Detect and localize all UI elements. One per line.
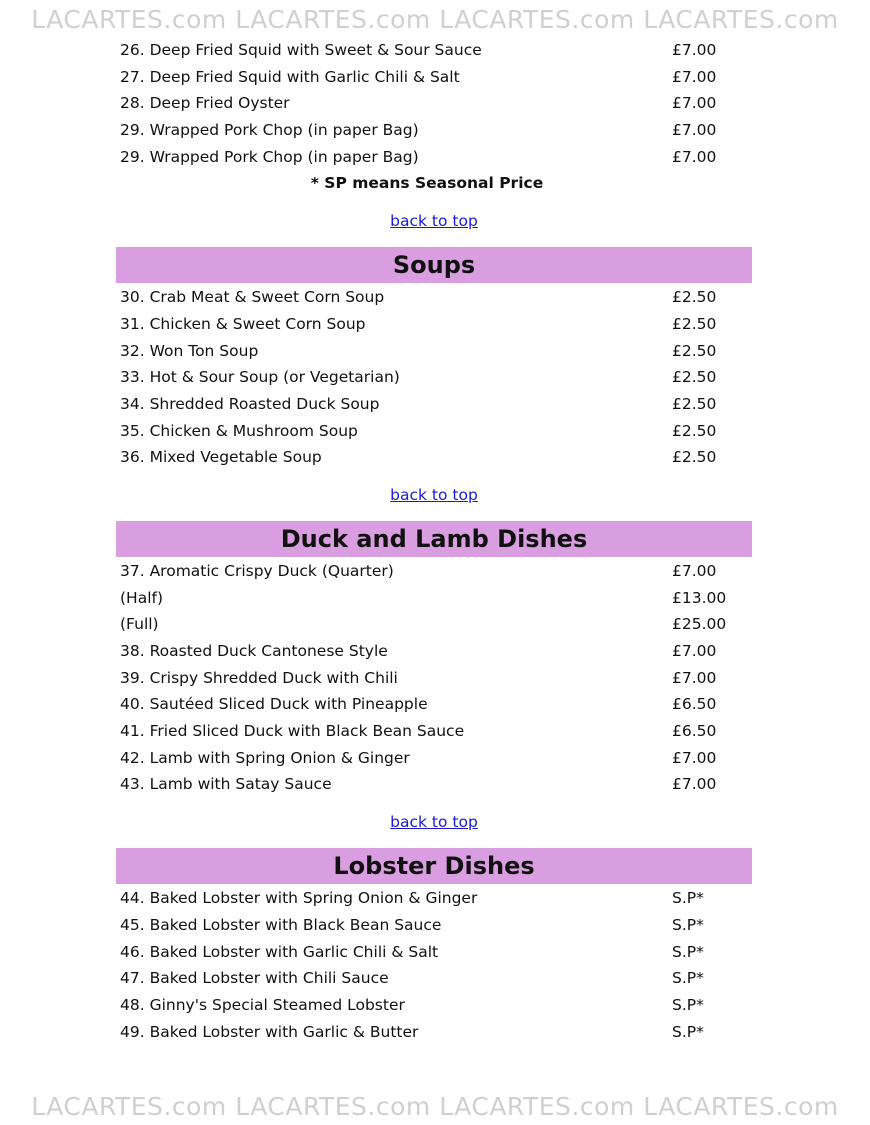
- item-price: £2.50: [672, 394, 717, 413]
- item-price: S.P*: [672, 969, 704, 988]
- menu-item: [116, 284, 752, 311]
- menu-content: [116, 36, 752, 1045]
- watermark-top: LACARTES.com LACARTES.com LACARTES.com LACARTES.com: [31, 5, 839, 34]
- item-price: £25.00: [672, 615, 727, 634]
- soups-list: [116, 283, 752, 471]
- menu-item: [116, 64, 752, 91]
- item-name: 49. Baked Lobster with Garlic & Butter: [120, 1022, 419, 1041]
- section-header-lobster: Lobster Dishes: [116, 848, 752, 884]
- item-price: £2.50: [672, 314, 717, 333]
- item-price: S.P*: [672, 889, 704, 908]
- menu-item: [116, 144, 752, 171]
- item-price: £7.00: [672, 94, 717, 113]
- item-name: 43. Lamb with Satay Sauce: [120, 775, 332, 794]
- item-name: 27. Deep Fried Squid with Garlic Chili & Salt: [120, 67, 460, 86]
- item-name: 30. Crab Meat & Sweet Corn Soup: [120, 288, 385, 307]
- menu-item: [116, 418, 752, 445]
- menu-item: [116, 965, 752, 992]
- item-price: S.P*: [672, 995, 704, 1014]
- duck-lamb-list: [116, 557, 752, 798]
- item-price: £7.00: [672, 775, 717, 794]
- item-price: £7.00: [672, 668, 717, 687]
- seasonal-price-note: * SP means Seasonal Price: [310, 174, 544, 193]
- section-header-soups: Soups: [116, 247, 752, 283]
- menu-item: [116, 638, 752, 665]
- item-price: S.P*: [672, 915, 704, 934]
- item-name: 29. Wrapped Pork Chop (in paper Bag): [120, 121, 419, 140]
- item-name: 42. Lamb with Spring Onion & Ginger: [120, 748, 410, 767]
- item-name: 29. Wrapped Pork Chop (in paper Bag): [120, 147, 419, 166]
- item-name: 34. Shredded Roasted Duck Soup: [120, 394, 380, 413]
- item-name: 44. Baked Lobster with Spring Onion & Ginger: [120, 889, 478, 908]
- item-price: £2.50: [672, 288, 717, 307]
- item-price: £7.00: [672, 561, 717, 580]
- menu-item: [116, 665, 752, 692]
- item-name: 47. Baked Lobster with Chili Sauce: [120, 969, 389, 988]
- item-price: £7.00: [672, 642, 717, 660]
- menu-item: [116, 885, 752, 912]
- item-price: £7.00: [672, 147, 717, 166]
- watermark-bottom: LACARTES.com LACARTES.com LACARTES.com LACARTES.com: [31, 1092, 839, 1121]
- item-name: 39. Crispy Shredded Duck with Chili: [120, 668, 398, 687]
- item-price: £2.50: [672, 368, 717, 387]
- item-price: £2.50: [672, 341, 717, 360]
- item-price: S.P*: [672, 942, 704, 961]
- item-price: £13.00: [672, 588, 727, 607]
- item-name: 41. Fried Sliced Duck with Black Bean Sauce: [120, 722, 465, 741]
- item-name: 28. Deep Fried Oyster: [120, 94, 290, 113]
- item-price: £6.50: [672, 695, 717, 714]
- item-name: 38. Roasted Duck Cantonese Style: [120, 642, 388, 660]
- item-name: 35. Chicken & Mushroom Soup: [120, 421, 358, 440]
- menu-item: [116, 444, 752, 471]
- back-to-top-link[interactable]: back to top: [390, 485, 478, 504]
- back-to-top: [116, 211, 752, 231]
- menu-item: [116, 718, 752, 745]
- menu-item: [116, 338, 752, 365]
- item-price: £6.50: [672, 722, 717, 741]
- menu-item: [116, 391, 752, 418]
- back-to-top: [116, 812, 752, 832]
- item-price: £7.00: [672, 748, 717, 767]
- item-name: 31. Chicken & Sweet Corn Soup: [120, 314, 366, 333]
- item-name: 26. Deep Fried Squid with Sweet & Sour Sauce: [120, 41, 482, 59]
- menu-item: [116, 90, 752, 117]
- item-price: S.P*: [672, 1022, 704, 1041]
- item-price: £2.50: [672, 421, 717, 440]
- menu-item: [116, 558, 752, 585]
- lobster-list: [116, 884, 752, 1045]
- item-name: 48. Ginny's Special Steamed Lobster: [120, 995, 405, 1014]
- menu-item: [116, 364, 752, 391]
- item-name: 46. Baked Lobster with Garlic Chili & Salt: [120, 942, 439, 961]
- item-price: £7.00: [672, 121, 717, 140]
- menu-item: [116, 117, 752, 144]
- menu-item: [116, 311, 752, 338]
- menu-item: [116, 912, 752, 939]
- section-header-duck-lamb: Duck and Lamb Dishes: [116, 521, 752, 557]
- back-to-top: [116, 485, 752, 505]
- back-to-top-link[interactable]: back to top: [390, 212, 478, 231]
- menu-item: [116, 939, 752, 966]
- menu-item: [116, 992, 752, 1019]
- item-name: 32. Won Ton Soup: [120, 341, 259, 360]
- item-name: 40. Sautéed Sliced Duck with Pineapple: [120, 695, 428, 714]
- menu-item: [116, 691, 752, 718]
- item-price: £7.00: [672, 67, 717, 86]
- menu-item: [116, 1019, 752, 1046]
- item-name: 36. Mixed Vegetable Soup: [120, 448, 322, 467]
- menu-item: [116, 611, 752, 638]
- menu-item: [116, 37, 752, 64]
- menu-item: [116, 745, 752, 772]
- menu-item: [116, 585, 752, 612]
- item-name: 37. Aromatic Crispy Duck (Quarter): [120, 561, 394, 580]
- menu-item: [116, 771, 752, 798]
- item-price: £2.50: [672, 448, 717, 467]
- item-name: (Half): [120, 588, 164, 607]
- item-name: (Full): [120, 615, 159, 634]
- item-name: 33. Hot & Sour Soup (or Vegetarian): [120, 368, 400, 387]
- intro-list: [116, 36, 752, 170]
- item-price: £7.00: [672, 41, 717, 59]
- back-to-top-link[interactable]: back to top: [390, 813, 478, 832]
- item-name: 45. Baked Lobster with Black Bean Sauce: [120, 915, 442, 934]
